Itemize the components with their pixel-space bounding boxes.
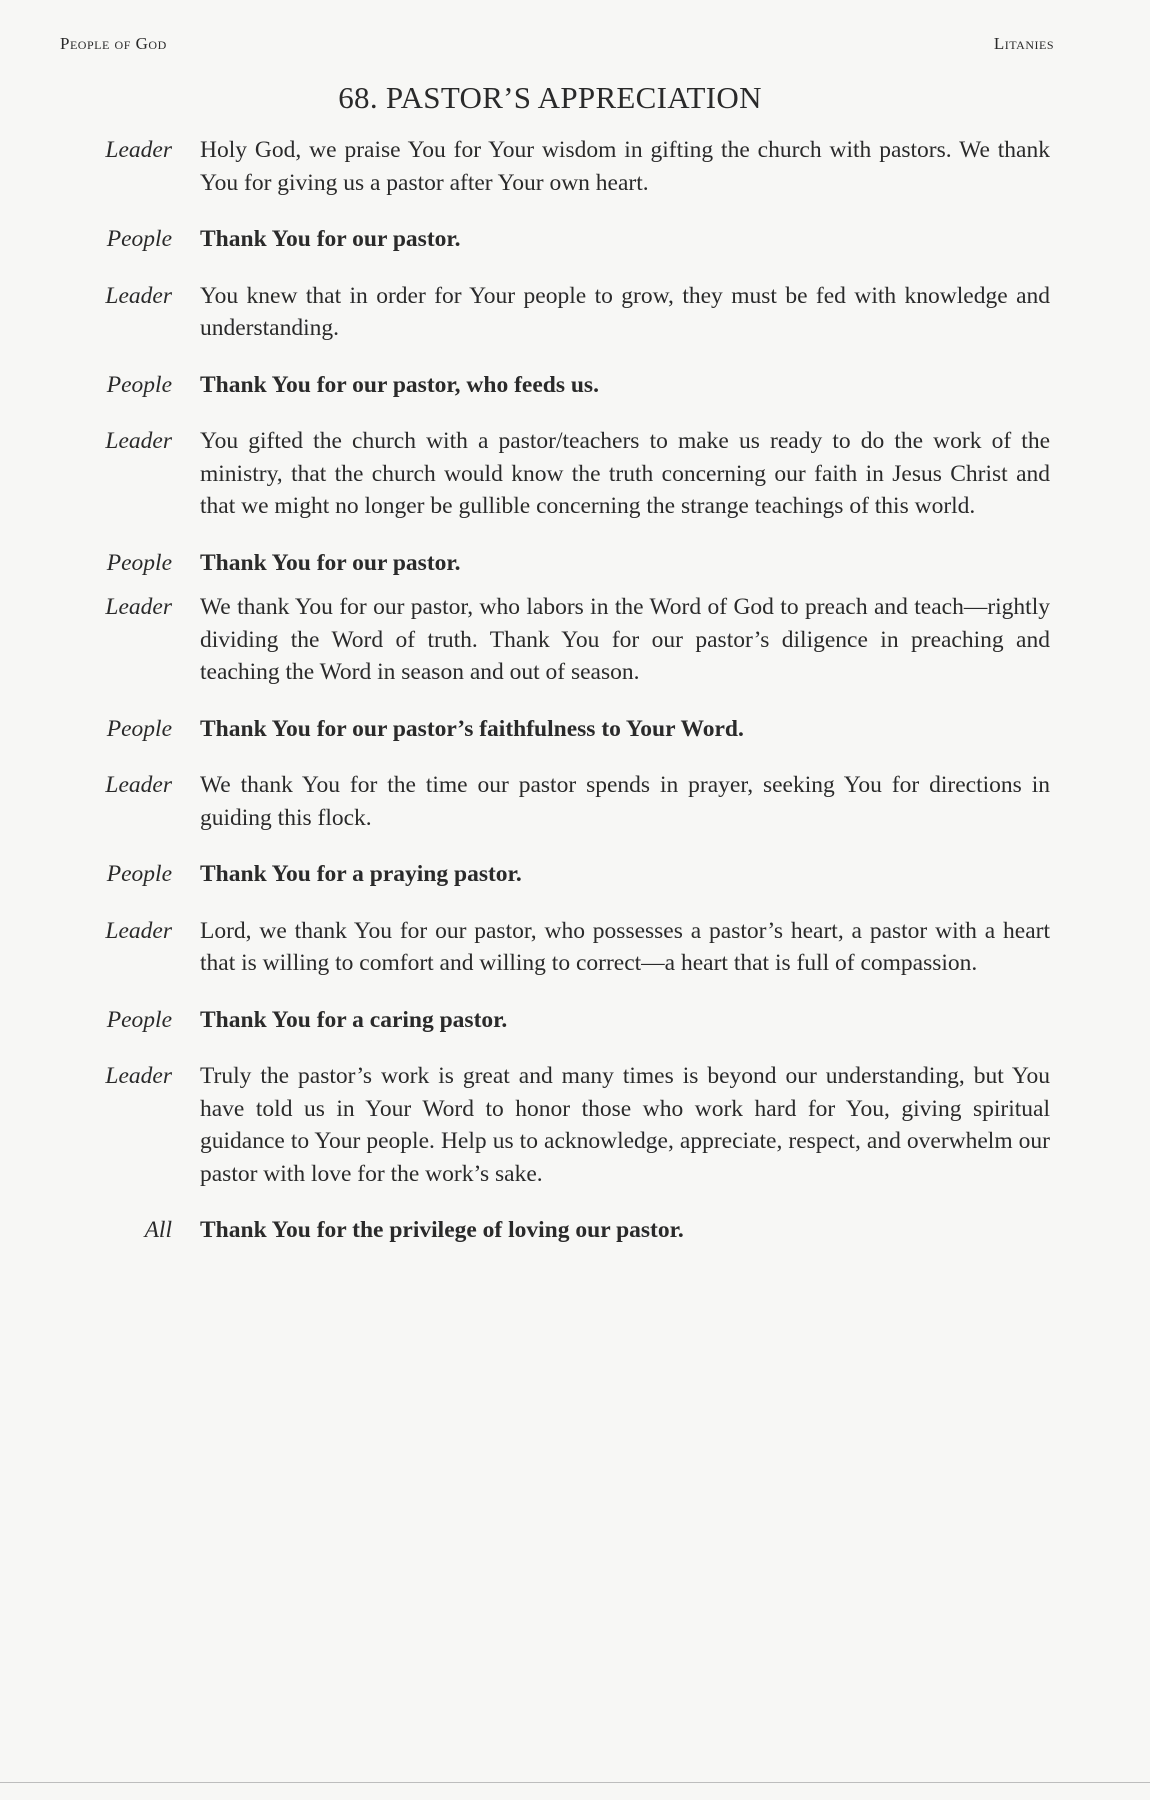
litany	[60, 134, 1050, 1247]
litany-text: Lord, we thank You for our pastor, who possesses a pastor’s heart, a pastor with a heart that is willing to comfort and willing to correct—a heart that is full of compassion.	[200, 917, 1050, 976]
litany-entry	[60, 223, 1050, 256]
speaker-label: People	[106, 861, 172, 887]
speaker-label: Leader	[105, 917, 172, 944]
litany-text: You gifted the church with a pastor/teachers to make us ready to do the work of the ministry, that the church would know the truth concerning our faith in Jesus Christ and that we might no longer be gullible concerning the strange teachings of this world.	[200, 428, 1050, 519]
litany-response: Thank You for our pastor.	[200, 226, 461, 252]
speaker-label: Leader	[105, 1063, 172, 1089]
litany-entry	[60, 280, 1050, 345]
litany-entry	[60, 369, 1050, 402]
litany-entry	[60, 713, 1050, 746]
litany-entry	[60, 1214, 1050, 1247]
litany-response: Thank You for our pastor’s faithfulness to Your Word.	[200, 715, 744, 742]
litany-entry	[60, 769, 1050, 834]
running-head-left: People of God	[60, 34, 167, 53]
speaker-label: Leader	[105, 282, 172, 309]
litany-entry	[60, 858, 1050, 891]
bottom-rule	[0, 1782, 1150, 1783]
speaker-label: All	[144, 1217, 172, 1243]
speaker-label: People	[106, 549, 172, 576]
litany-entry	[60, 915, 1050, 980]
speaker-label: Leader	[105, 594, 172, 620]
litany-entry	[60, 134, 1050, 199]
speaker-label: People	[106, 1006, 172, 1033]
litany-text: Holy God, we praise You for Your wisdom in gifting the church with pastors. We thank You for giving us a pastor after Your own heart.	[200, 137, 1050, 196]
litany-response: Thank You for our pastor, who feeds us.	[200, 371, 599, 398]
speaker-label: Leader	[105, 428, 172, 454]
speaker-label: People	[106, 226, 172, 252]
running-head-right: Litanies	[993, 34, 1054, 53]
litany-entry	[60, 591, 1050, 689]
litany-text: You knew that in order for Your people to grow, they must be fed with knowledge and understanding.	[200, 282, 1050, 341]
litany-response: Thank You for a praying pastor.	[200, 861, 522, 887]
speaker-label: People	[106, 371, 172, 398]
litany-response: Thank You for a caring pastor.	[200, 1006, 508, 1033]
speaker-label: Leader	[105, 772, 172, 798]
speaker-label: Leader	[105, 137, 172, 163]
litany-entry	[60, 1060, 1050, 1190]
litany-text: We thank You for the time our pastor spends in prayer, seeking You for directions in guiding this flock.	[200, 772, 1050, 831]
litany-text: Truly the pastor’s work is great and many times is beyond our understanding, but You have told us in Your Word to honor those who work hard for You, giving spiritual guidance to Your people. Help us to acknowledge, appreciate, respect, and overwhelm our pastor with love for the work’s sake.	[200, 1063, 1050, 1187]
speaker-label: People	[106, 715, 172, 742]
page-title: 68. PASTOR’S APPRECIATION	[338, 80, 762, 115]
litany-entry	[60, 1004, 1050, 1037]
litany-entry	[60, 547, 1050, 580]
litany-response: Thank You for the privilege of loving our pastor.	[200, 1217, 684, 1243]
litany-text: We thank You for our pastor, who labors in the Word of God to preach and teach—rightly dividing the Word of truth. Thank You for our pastor’s diligence in preaching and teaching the Word in season and out of season.	[200, 594, 1050, 685]
litany-response: Thank You for our pastor.	[200, 549, 461, 576]
litany-entry	[60, 425, 1050, 523]
